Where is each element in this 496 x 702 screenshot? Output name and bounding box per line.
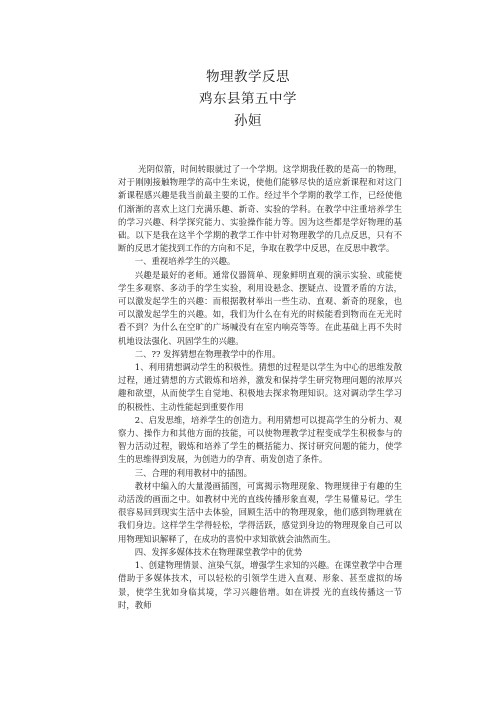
section-heading-1: 一、重视培养学生的兴趣。 [134, 256, 236, 267]
body-paragraph: 教材中编入的大量漫画插图，可寓揭示物理现象、物理规律于有趣的生动活泼的画面之中。如教材中光的直线传播形象直观，学生易懂易记。学生很容易回到现实生活中去体验，回顾生活中的物理现象，他们感到物理就在我们身边。这样学生学得轻松，学得活跃，感觉到身边的物理现象自己可以用物理知识解释了，在成功的喜悦中求知欲就会油然而生。 [118, 480, 402, 544]
section-heading-3: 三、合理的利用教材中的插图。 [134, 467, 253, 478]
body-paragraph: 2、启发思维，培养学生的创造力。利用猜想可以提高学生的分析力、观察力、操作力和其他方面的技能，可以使物理教学过程变成学生积极参与的智力活动过程，锻炼和培养了学生的概括能力、探讨研究问题的能力，使学生的思维得到发展，为创造力的孕育、萌发创造了条件。 [118, 414, 402, 465]
intro-paragraph: 光阴似箭，时间转眼就过了一个学期。这学期我任教的是高一的物理，对于刚刚接触物理学的高中生来说，使他们能够尽快的适应新课程和对这门新课程感兴趣是我当前最主要的工作。经过半个学期的教学工作，已经使他们渐渐的喜欢上这门充满乐趣、新奇、实验的学科。在教学中注重培养学生的学习兴趣、科学探究能力、实验操作能力等。因为这些都是学好物理的基础。以下是我在这半个学期的教学工作中针对物理教学的几点反思，只有不断的反思才能找到工作的方向和不足，争取在教学中反思，在反思中教学。 [118, 164, 402, 254]
body-paragraph: 1、创建物理情景、渲染气氛，增强学生求知的兴趣。在课堂教学中合理借助于多媒体技术，可以轻松的引领学生进入直观、形象、甚至虚拟的场景，使学生犹如身临其境，学习兴趣倍增。如在讲授 光的直线传播这一节时，教师 [118, 560, 402, 610]
document-title: 物理教学反思 [206, 69, 290, 85]
school-name: 鸡东县第五中学 [199, 91, 297, 107]
document-body [118, 163, 402, 612]
body-paragraph: 兴趣是最好的老师。通常仪器简单、现象鲜明直观的演示实验、或能使学生多观察、多动手的学生实验，利用设悬念、摆疑点、设置矛盾的方法，可以激发起学生的兴趣：而根据教材举出一些生动、直观、新奇的现象，也可以激发起学生的兴趣。如，我们为什么在有光的时候能看到物而在无光时看不到？为什么在空旷的广场喊没有在室内响亮等等。在此基础上再不失时机地设法强化、巩固学生的兴趣。 [118, 269, 402, 346]
author-name: 孙姮 [234, 113, 262, 129]
section-heading-2: 二、?? 发挥猜想在物理教学中的作用。 [134, 348, 281, 359]
title-block [0, 66, 496, 132]
body-paragraph: 1、利用猜想调动学生的积极性。猜想的过程是以学生为中心的思维发散过程，通过猜想的方式锻炼和培养，激发和保持学生研究物理问题的浓厚兴趣和欲望，从而使学生自觉地、积极地去探求物理知识。这对调动学生学习的积极性、主动性能起到重要作用 [118, 362, 402, 412]
section-heading-4: 四、发挥多媒体技术在物理课堂教学中的优势 [134, 546, 303, 557]
